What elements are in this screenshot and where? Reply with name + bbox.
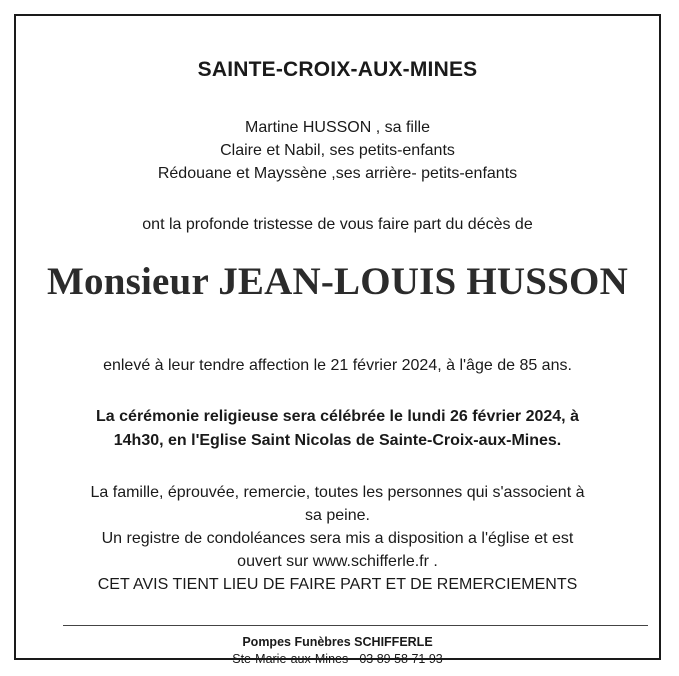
- funeral-home-name: Pompes Funèbres SCHIFFERLE: [242, 635, 433, 649]
- funeral-home-contact: Ste-Marie-aux-Mines - 03 89 58 71 93: [232, 652, 443, 666]
- thanks-line: sa peine.: [305, 507, 370, 524]
- family-line: Martine HUSSON , sa fille: [245, 119, 430, 136]
- register-line: ouvert sur www.schifferle.fr .: [237, 553, 438, 570]
- ceremony-line: 14h30, en l'Eglise Saint Nicolas de Sainte-Croix-aux-Mines.: [113, 432, 562, 449]
- deceased-name: Monsieur JEAN-LOUIS HUSSON: [47, 260, 628, 303]
- thanks-line: La famille, éprouvée, remercie, toutes les personnes qui s'associent à: [90, 484, 585, 501]
- footer-divider: [63, 625, 648, 626]
- closing-line: CET AVIS TIENT LIEU DE FAIRE PART ET DE REMERCIEMENTS: [97, 576, 578, 593]
- ceremony-details: [56, 405, 619, 453]
- family-line: Claire et Nabil, ses petits-enfants: [220, 142, 455, 159]
- town-heading: SAINTE-CROIX-AUX-MINES: [197, 58, 478, 81]
- funeral-home-footer: [16, 634, 659, 668]
- ceremony-line: La cérémonie religieuse sera célébrée le lundi 26 février 2024, à: [96, 408, 579, 425]
- family-line: Rédouane et Mayssène ,ses arrière- petits-enfants: [157, 165, 518, 182]
- thanks-block: [48, 481, 627, 596]
- notice-frame: [14, 14, 661, 666]
- death-details: enlevé à leur tendre affection le 21 février 2024, à l'âge de 85 ans.: [103, 357, 572, 374]
- family-list: [16, 116, 659, 185]
- register-line: Un registre de condoléances sera mis a disposition a l'église et est: [101, 530, 574, 547]
- announcement-intro: ont la profonde tristesse de vous faire part du décès de: [142, 216, 533, 233]
